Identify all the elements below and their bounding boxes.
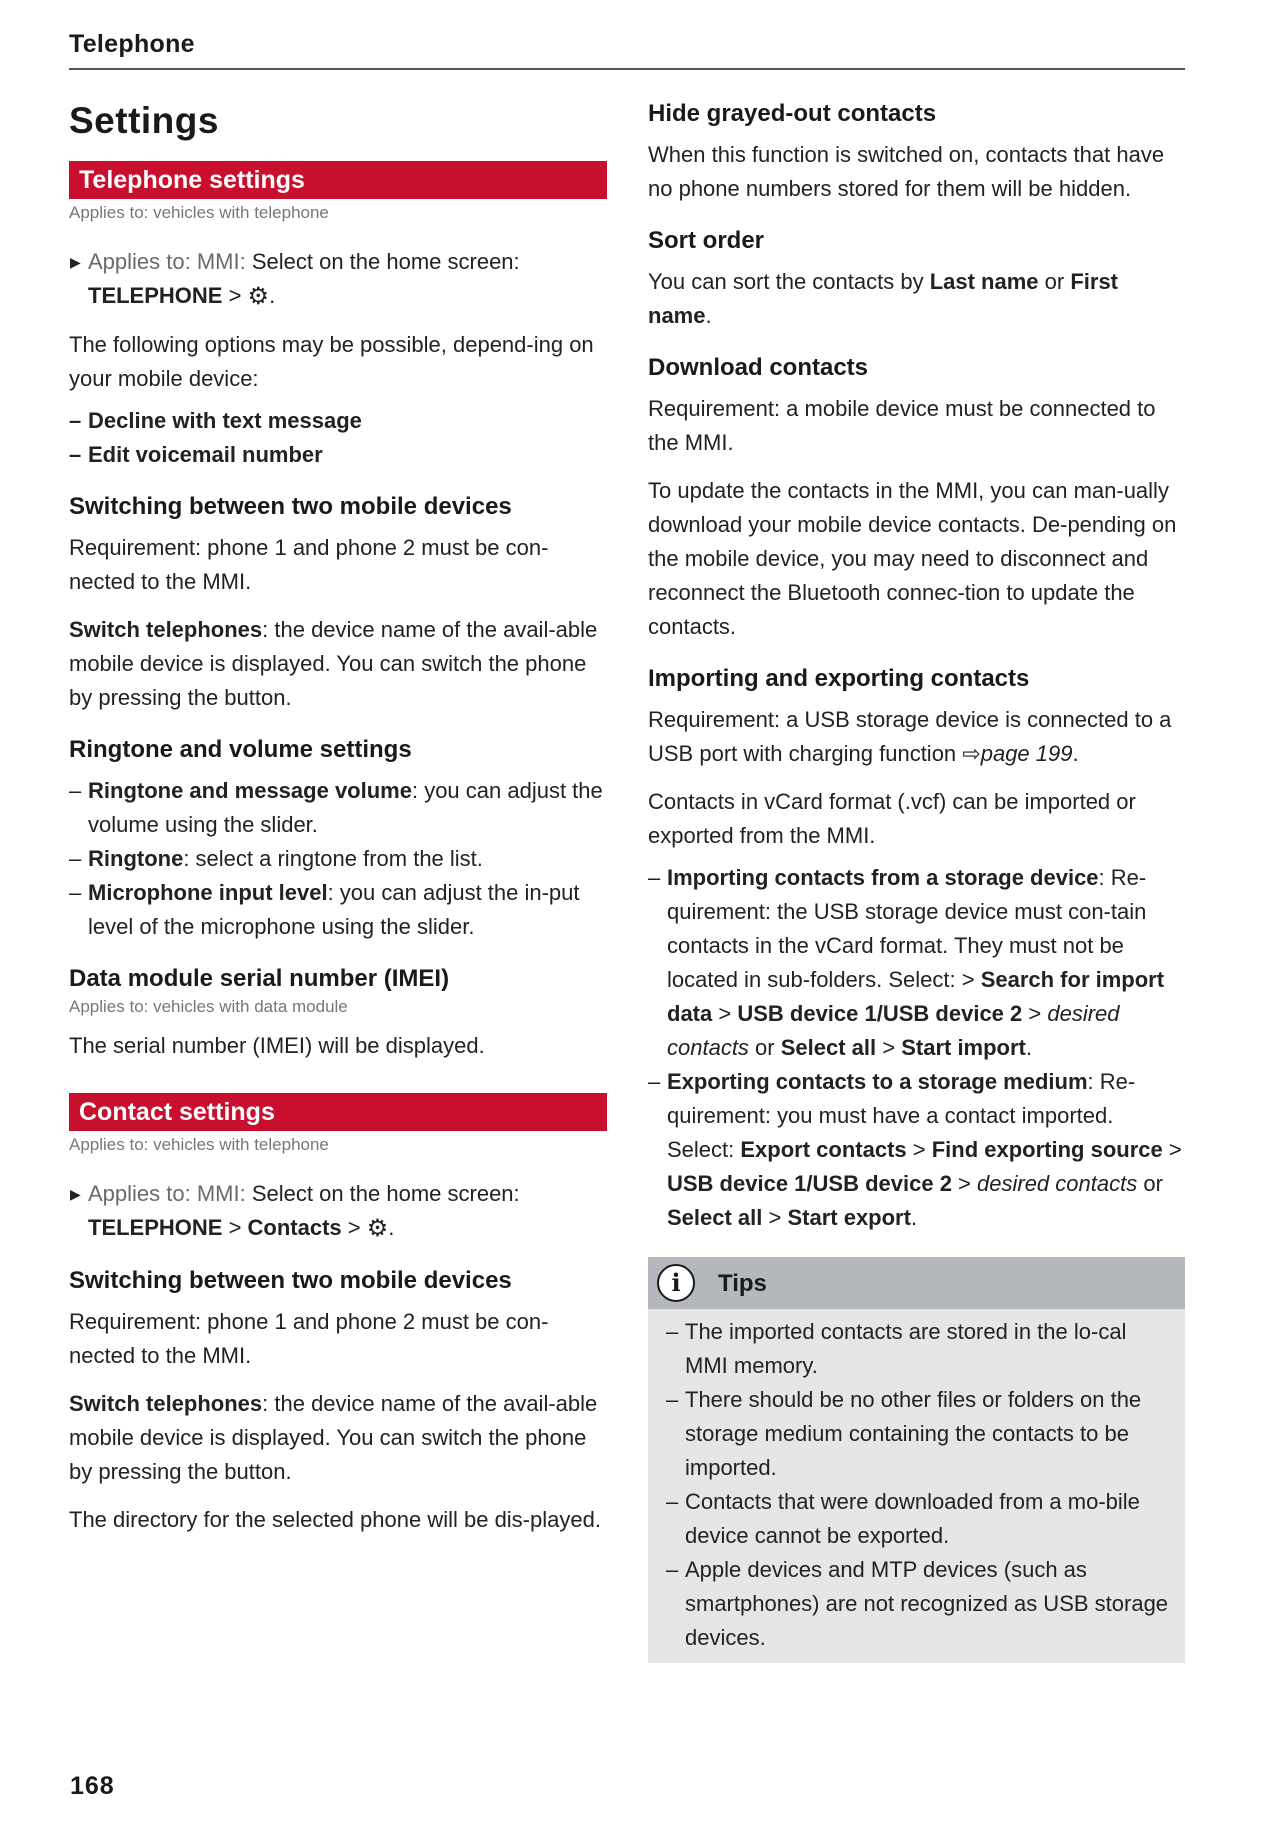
page-title: Settings (69, 100, 219, 141)
sort-text (648, 265, 1186, 333)
list-item-import (648, 861, 1186, 1065)
list-item (69, 876, 607, 944)
item-text: : Re-quirement: you must have a contact imported. Select: (667, 1069, 1136, 1162)
import-export-list (648, 861, 1186, 1235)
menu-path-usb1: USB device 1 (667, 1171, 807, 1196)
page-number: 168 (70, 1772, 115, 1800)
hide-heading: Hide grayed-out contacts (648, 100, 937, 127)
sort-text-part: You can sort the contacts by (648, 269, 930, 294)
contact-settings-applies: Applies to: vehicles with telephone (69, 1135, 329, 1154)
requirement-text: Requirement: a USB storage device is connected to a USB port with charging function (648, 707, 1172, 766)
switch-telephones-label: Switch telephones (69, 617, 263, 642)
download-text: To update the contacts in the MMI, you can man-ually download your mobile device contacts. De-pending on the mobile device, you may need to disconnect and reconnect the Bluetooth connec-tion to update the contacts. (648, 478, 1177, 639)
path-or: or (748, 1035, 781, 1060)
imei-heading: Data module serial number (IMEI) (69, 965, 450, 992)
requirement-end: . (1072, 741, 1079, 766)
path-separator: > (1022, 1001, 1048, 1026)
switching-heading: Switching between two mobile devices (69, 1267, 512, 1294)
telephone-options-intro: The following options may be possible, depend-ing on your mobile device: (69, 332, 594, 391)
telephone-settings-applies: Applies to: vehicles with telephone (69, 203, 329, 222)
sort-heading: Sort order (648, 227, 765, 254)
switch-telephones-text (69, 613, 607, 715)
sort-text-part: or (1038, 269, 1071, 294)
switching-requirement: Requirement: phone 1 and phone 2 must be con-nected to the MMI. (69, 1309, 549, 1368)
path-separator: > (222, 1215, 248, 1240)
step-text: Select on the home screen: (245, 1181, 520, 1206)
left-column (69, 90, 607, 1537)
download-heading: Download contacts (648, 354, 869, 381)
item-label: Ringtone (88, 846, 184, 871)
step-arrow-icon: ▶ (70, 254, 81, 270)
download-requirement: Requirement: a mobile device must be connected to the MMI. (648, 396, 1156, 455)
list-item: – The imported contacts are stored in the lo-cal MMI memory. (666, 1315, 1171, 1383)
menu-path-search-import: Search for import data (667, 967, 1165, 1026)
list-item: – Apple devices and MTP devices (such as smartphones) are not recognized as USB storage devices. (666, 1553, 1171, 1655)
ringtone-list (69, 774, 607, 944)
imei-text: The serial number (IMEI) will be displayed. (69, 1033, 485, 1058)
list-item: – Contacts that were downloaded from a mo-bile device cannot be exported. (666, 1485, 1171, 1553)
right-column (648, 84, 1186, 1663)
item-label: Importing contacts from a storage device (667, 865, 1099, 890)
switching-requirement: Requirement: phone 1 and phone 2 must be con-nected to the MMI. (69, 535, 549, 594)
menu-path-usb2: USB device 2 (882, 1001, 1023, 1026)
vcard-text: Contacts in vCard format (.vcf) can be imported or exported from the MMI. (648, 789, 1136, 848)
tips-box (648, 1257, 1185, 1663)
sort-option-first-name: First name (648, 269, 1119, 328)
sort-option-last-name: Last name (929, 269, 1039, 294)
sort-text-part: . (705, 303, 712, 328)
step-end: . (388, 1215, 395, 1240)
contact-settings-bar: Contact settings (69, 1093, 607, 1131)
item-text: : you can adjust the volume using the slider. (88, 778, 603, 837)
menu-path-select-all: Select all (780, 1035, 877, 1060)
step-end: . (269, 283, 276, 308)
item-end: . (910, 1205, 918, 1230)
page-reference[interactable]: page 199 (980, 741, 1073, 766)
step-prefix: Applies to: MMI: (88, 249, 246, 274)
import-export-heading: Importing and exporting contacts (648, 665, 1030, 692)
list-item-export (648, 1065, 1186, 1235)
menu-path-telephone: TELEPHONE (88, 1215, 223, 1240)
path-separator: > (341, 1215, 367, 1240)
menu-path-desired-contacts: desired contacts (977, 1171, 1138, 1196)
menu-path-usb1: USB device 1 (737, 1001, 877, 1026)
switch-telephones-text (69, 1387, 607, 1489)
switch-telephones-desc: : the device name of the avail-able mobile device is displayed. You can switch the phone by pressing the button. (69, 1391, 598, 1484)
step-text: Select on the home screen: (245, 249, 520, 274)
list-item (69, 774, 607, 842)
path-separator: > (1162, 1137, 1182, 1162)
item-label: Exporting contacts to a storage medium (667, 1069, 1088, 1094)
list-item: – Decline with text message (69, 404, 607, 438)
imei-applies: Applies to: vehicles with data module (69, 997, 348, 1016)
tips-header (648, 1257, 1185, 1309)
telephone-settings-step (69, 245, 607, 314)
step-prefix: Applies to: MMI: (88, 1181, 246, 1206)
settings-gear-icon: ⚙ (366, 1215, 389, 1242)
switching-heading: Switching between two mobile devices (69, 493, 512, 520)
tips-list (648, 1315, 1185, 1655)
telephone-settings-bar: Telephone settings (69, 161, 607, 199)
menu-path-export-contacts: Export contacts (740, 1137, 907, 1162)
menu-path-telephone: TELEPHONE (88, 283, 223, 308)
item-end: . (1025, 1035, 1033, 1060)
step-arrow-icon: ▶ (70, 1186, 81, 1202)
menu-path-start-import: Start import (901, 1035, 1026, 1060)
list-item: – Edit voicemail number (69, 438, 607, 472)
path-separator: > (906, 1137, 932, 1162)
directory-text: The directory for the selected phone will be dis-played. (69, 1507, 601, 1532)
path-separator: > (712, 1001, 738, 1026)
hide-text: When this function is switched on, contacts that have no phone numbers stored for them will be hidden. (648, 142, 1165, 201)
settings-gear-icon: ⚙ (247, 283, 270, 310)
menu-path-start-export: Start export (787, 1205, 911, 1230)
path-slash: / (806, 1171, 813, 1196)
item-text: : Re-quirement: the USB storage device must con-tain contacts in the vCard format. They must not be located in sub-folders. Select: (667, 865, 1147, 992)
menu-path-contacts: Contacts (247, 1215, 342, 1240)
item-text: : you can adjust the in-put level of the microphone using the slider. (88, 880, 580, 939)
item-label: Microphone input level (88, 880, 328, 905)
path-separator: > (222, 283, 248, 308)
path-slash: / (876, 1001, 883, 1026)
header-rule (69, 68, 1185, 70)
page-ref-arrow-icon: ⇨ (962, 741, 981, 766)
list-item (69, 842, 607, 876)
path-or: or (1137, 1171, 1163, 1196)
path-separator: > (762, 1205, 788, 1230)
running-head-title: Telephone (69, 30, 195, 58)
import-export-requirement (648, 703, 1186, 771)
path-separator: > (876, 1035, 902, 1060)
item-label: Ringtone and message volume (88, 778, 412, 803)
tips-title: Tips (718, 1270, 767, 1297)
ringtone-heading: Ringtone and volume settings (69, 736, 412, 763)
switch-telephones-desc: : the device name of the avail-able mobile device is displayed. You can switch the phone by pressing the button. (69, 617, 598, 710)
menu-path-desired-contacts: desired contacts (667, 1001, 1120, 1060)
menu-path-usb2: USB device 2 (812, 1171, 952, 1196)
switch-telephones-label: Switch telephones (69, 1391, 263, 1416)
info-icon: i (657, 1264, 695, 1302)
list-item: – There should be no other files or folders on the storage medium containing the contacts to be imported. (666, 1383, 1171, 1485)
path-separator: > (951, 1171, 978, 1196)
menu-path-select-all: Select all (667, 1205, 763, 1230)
path-separator: > (961, 967, 981, 992)
menu-path-find-source: Find exporting source (931, 1137, 1163, 1162)
item-text: : select a ringtone from the list. (183, 846, 483, 871)
telephone-options-list (69, 404, 607, 472)
contact-settings-step (69, 1177, 607, 1246)
